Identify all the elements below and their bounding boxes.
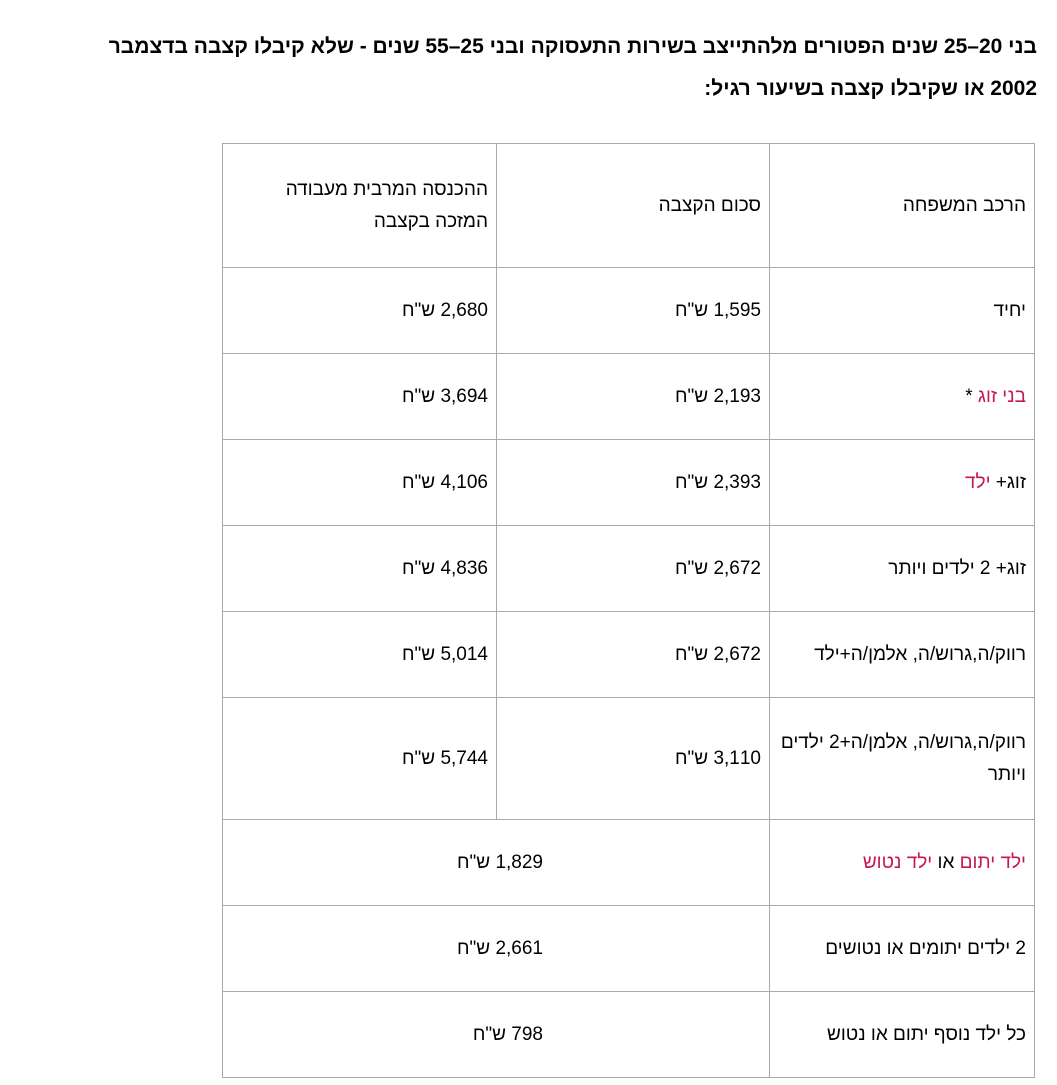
abandoned-child-link[interactable]: ילד נטוש xyxy=(862,851,933,873)
income-cell: 3,694 ש"ח xyxy=(223,354,497,440)
family-cell xyxy=(770,440,1035,526)
amount-cell: 2,672 ש"ח xyxy=(497,612,770,698)
income-cell: 2,680 ש"ח xyxy=(223,268,497,354)
income-cell: 5,014 ש"ח xyxy=(223,612,497,698)
amount-cell: 1,829 ש"ח xyxy=(223,820,770,906)
family-text: זוג+ 2 ילדים ויותר xyxy=(888,557,1026,579)
family-cell xyxy=(770,820,1035,906)
table-row-merged xyxy=(223,906,1035,992)
table-row xyxy=(223,698,1035,820)
family-text: רווק/ה,גרוש/ה, אלמן/ה+ילד xyxy=(814,643,1026,665)
page-heading xyxy=(17,26,1037,110)
header-family: הרכב המשפחה xyxy=(770,144,1035,268)
family-text: רווק/ה,גרוש/ה, אלמן/ה+2 ילדים ויותר xyxy=(780,731,1026,785)
header-amount: סכום הקצבה xyxy=(497,144,770,268)
family-text: * xyxy=(965,385,978,407)
couple-link[interactable]: בני זוג xyxy=(977,385,1026,407)
amount-cell: 2,672 ש"ח xyxy=(497,526,770,612)
family-cell xyxy=(770,354,1035,440)
family-cell xyxy=(770,906,1035,992)
family-cell xyxy=(770,268,1035,354)
income-cell: 4,106 ש"ח xyxy=(223,440,497,526)
family-text: כל ילד נוסף יתום או נטוש xyxy=(827,1023,1026,1045)
amount-cell: 2,393 ש"ח xyxy=(497,440,770,526)
family-cell xyxy=(770,698,1035,820)
amount-cell: 2,661 ש"ח xyxy=(223,906,770,992)
heading-line-1: בני 20–25 שנים הפטורים מלהתייצב בשירות התעסוקה ובני 25–55 שנים - שלא קיבלו קצבה בדצמבר xyxy=(108,35,1037,58)
family-text: יחיד xyxy=(993,299,1026,321)
table-row xyxy=(223,612,1035,698)
family-cell xyxy=(770,526,1035,612)
table-row-merged xyxy=(223,992,1035,1078)
child-link[interactable]: ילד xyxy=(964,471,991,493)
table-row xyxy=(223,354,1035,440)
table-row xyxy=(223,440,1035,526)
family-cell xyxy=(770,612,1035,698)
family-text: או xyxy=(932,851,960,873)
family-text: 2 ילדים יתומים או נטושים xyxy=(825,937,1026,959)
income-cell: 4,836 ש"ח xyxy=(223,526,497,612)
income-cell: 5,744 ש"ח xyxy=(223,698,497,820)
table-header-row xyxy=(223,144,1035,268)
heading-line-2: 2002 או שקיבלו קצבה בשיעור רגיל: xyxy=(704,77,1037,100)
family-text: זוג+ xyxy=(990,471,1026,493)
amount-cell: 1,595 ש"ח xyxy=(497,268,770,354)
header-income: ההכנסה המרבית מעבודה המזכה בקצבה xyxy=(223,144,497,268)
orphan-child-link[interactable]: ילד יתום xyxy=(959,851,1026,873)
table-row-merged xyxy=(223,820,1035,906)
table-row xyxy=(223,268,1035,354)
pension-table xyxy=(222,143,1035,1078)
table-row xyxy=(223,526,1035,612)
amount-cell: 798 ש"ח xyxy=(223,992,770,1078)
family-cell xyxy=(770,992,1035,1078)
amount-cell: 2,193 ש"ח xyxy=(497,354,770,440)
amount-cell: 3,110 ש"ח xyxy=(497,698,770,820)
